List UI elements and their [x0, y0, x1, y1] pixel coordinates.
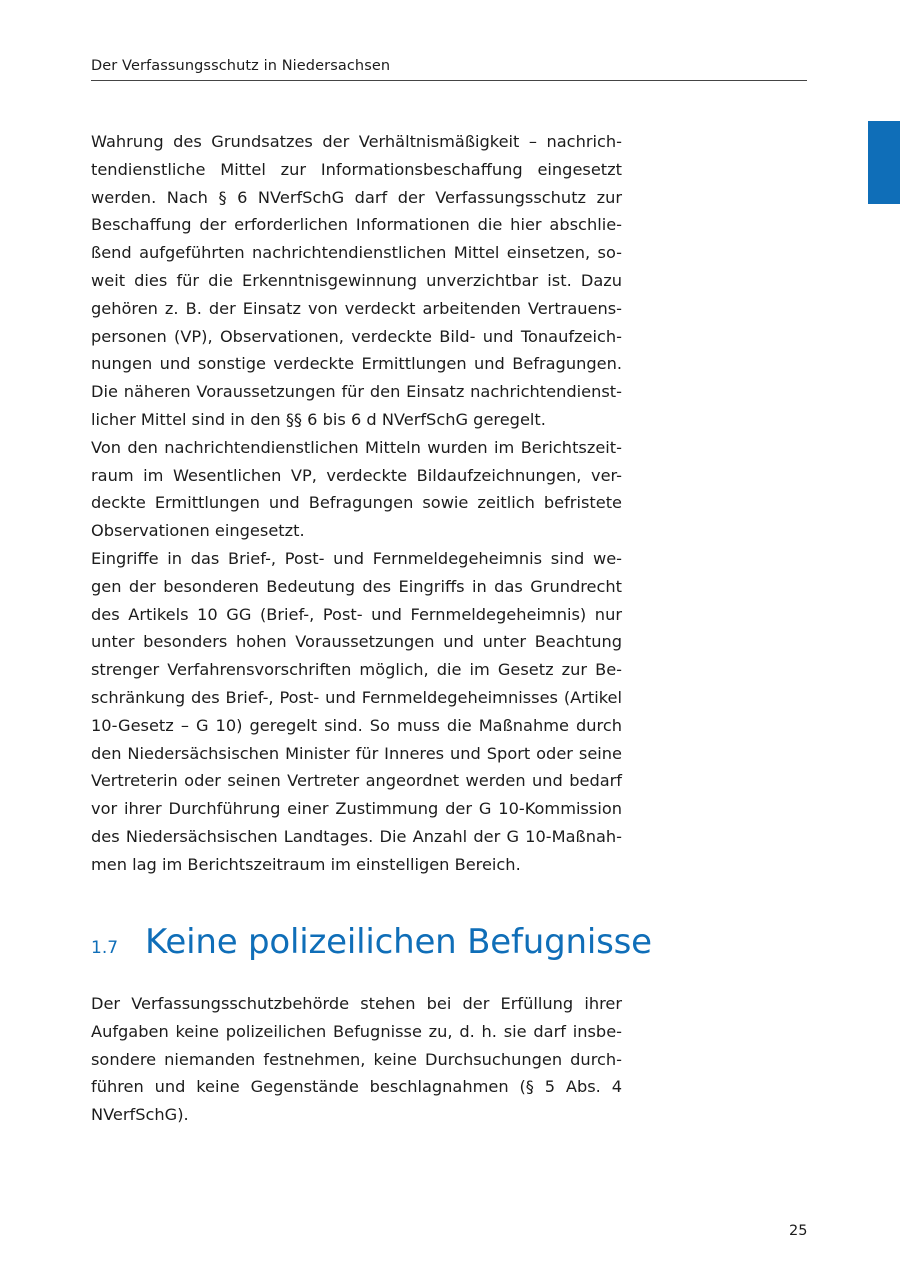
text-line: raum im Wesentlichen VP, verdeckte Bildaufzeichnungen, ver-: [91, 465, 622, 485]
text-line: gehören z. B. der Einsatz von verdeckt arbeitenden Vertrauens-: [91, 298, 622, 318]
text-line: schränkung des Brief-, Post- und Fernmeldegeheimnisses (Artikel: [91, 687, 622, 707]
text-line: Beschaffung der erforderlichen Informationen die hier abschlie-: [91, 215, 622, 235]
text-line: deckte Ermittlungen und Befragungen sowie zeitlich befristete: [91, 493, 622, 513]
text-line: des Artikels 10 GG (Brief-, Post- und Fernmeldegeheimnis) nur: [91, 604, 622, 624]
page-number: 25: [789, 1223, 808, 1239]
header-rule: [91, 80, 807, 81]
text-line: men lag im Berichtszeitraum im einstelligen Bereich.: [91, 854, 521, 874]
section-heading: [91, 922, 652, 962]
text-line: Observationen eingesetzt.: [91, 521, 305, 541]
text-line: tendienstliche Mittel zur Informationsbeschaffung eingesetzt: [91, 159, 622, 179]
text-line: Der Verfassungsschutzbehörde stehen bei der Erfüllung ihrer: [91, 994, 622, 1013]
text-line: Eingriffe in das Brief-, Post- und Fernmeldegeheimnis sind we-: [91, 548, 622, 568]
text-line: des Niedersächsischen Landtages. Die Anzahl der G 10-Maßnah-: [91, 826, 622, 846]
body-text-after-heading: [91, 990, 622, 1129]
text-line: ßend aufgeführten nachrichtendienstlichen Mittel einsetzen, so-: [91, 243, 622, 263]
section-number: 1.7: [91, 938, 119, 958]
text-line: unter besonders hohen Voraussetzungen und unter Beachtung: [91, 632, 622, 652]
text-line: Die näheren Voraussetzungen für den Einsatz nachrichtendienst-: [91, 382, 622, 402]
text-line: 10-Gesetz – G 10) geregelt sind. So muss die Maßnahme durch: [91, 715, 622, 735]
text-line: gen der besonderen Bedeutung des Eingriffs in das Grundrecht: [91, 576, 622, 596]
text-line: Aufgaben keine polizeilichen Befugnisse zu, d. h. sie darf insbe-: [91, 1021, 622, 1041]
section-title: Keine polizeilichen Befugnisse: [145, 922, 652, 962]
text-line: weit dies für die Erkenntnisgewinnung unverzichtbar ist. Dazu: [91, 270, 622, 290]
text-line: nungen und sonstige verdeckte Ermittlungen und Befragungen.: [91, 354, 622, 374]
text-line: Vertreterin oder seinen Vertreter angeordnet werden und bedarf: [91, 771, 622, 791]
text-line: den Niedersächsischen Minister für Inneres und Sport oder seine: [91, 743, 622, 763]
text-line: licher Mittel sind in den §§ 6 bis 6 d NVerfSchG geregelt.: [91, 409, 546, 429]
text-line: werden. Nach § 6 NVerfSchG darf der Verfassungsschutz zur: [91, 187, 622, 207]
text-line: führen und keine Gegenstände beschlagnahmen (§ 5 Abs. 4: [91, 1077, 622, 1097]
text-line: vor ihrer Durchführung einer Zustimmung der G 10-Kommission: [91, 799, 622, 819]
chapter-tab-marker: [868, 121, 900, 204]
text-line: Von den nachrichtendienstlichen Mitteln wurden im Berichtszeit-: [91, 437, 622, 457]
text-line: sondere niemanden festnehmen, keine Durchsuchungen durch-: [91, 1049, 622, 1069]
text-line: strenger Verfahrensvorschriften möglich, die im Gesetz zur Be-: [91, 660, 622, 680]
text-line: Wahrung des Grundsatzes der Verhältnismäßigkeit – nachrich-: [91, 132, 622, 151]
text-line: NVerfSchG).: [91, 1105, 189, 1125]
running-header-title: Der Verfassungsschutz in Niedersachsen: [91, 58, 391, 74]
body-text-before-heading: [91, 128, 622, 879]
text-line: personen (VP), Observationen, verdeckte Bild- und Tonaufzeich-: [91, 326, 622, 346]
